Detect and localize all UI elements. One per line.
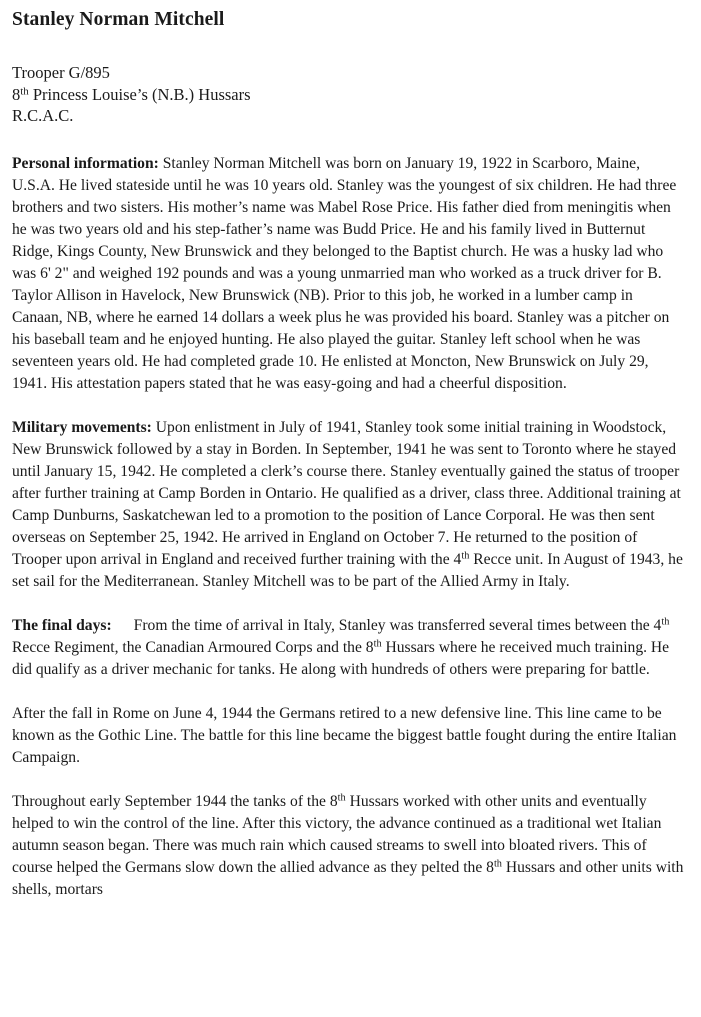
subtitle-corps-text: R.C.A.C.	[12, 106, 74, 125]
ordinal-suffix-icon: th	[337, 792, 346, 804]
subtitle-line-rank	[12, 62, 685, 84]
section-final-days	[12, 615, 685, 681]
ordinal-suffix-icon: th	[661, 616, 670, 628]
title-spacer	[12, 32, 685, 62]
service-details-block	[12, 62, 685, 127]
section-text-final-a: From the time of arrival in Italy, Stanley was transferred several times between the 4	[133, 616, 662, 634]
section-heading-final-days: The final days:	[12, 616, 112, 634]
ordinal-suffix-icon: th	[373, 638, 382, 650]
section-text-final-c: Hussars where he received much training. He did qualify as a driver mechanic for tanks. He along with hundreds of others were preparing for battle.	[12, 638, 670, 678]
paragraph-september-1944	[12, 791, 685, 901]
paragraph-text-gothic-line: After the fall in Rome on June 4, 1944 the Germans retired to a new defensive line. This line came to be known as the Gothic Line. The battle for this line became the biggest battle fought during the entire Italian Campaign.	[12, 704, 677, 766]
page-title: Stanley Norman Mitchell	[12, 9, 225, 30]
section-text-military-b: Recce unit. In August of 1943, he set sail for the Mediterranean. Stanley Mitchell was to be part of the Allied Army in Italy.	[12, 550, 683, 590]
paragraph-text-september-a: Throughout early September 1944 the tanks of the 8	[12, 792, 338, 810]
section-personal-information	[12, 153, 685, 395]
paragraph-text-september-b: Hussars worked with other units and eventually helped to win the control of the line. After this victory, the advance continued as a traditional wet Italian autumn season began. There was much rain which caused streams to swell into bloated rivers.	[12, 792, 662, 854]
subtitle-regiment-name: Princess Louise’s (N.B.) Hussars	[28, 84, 251, 104]
section-text-personal: Stanley Norman Mitchell was born on January 19, 1922 in Scarboro, Maine, U.S.A. He lived stateside until he was 10 years old. Stanley was the youngest of six children. He had three brothers and two sisters. His mother’s name was Mabel Rose Price. His father died from meningitis when he was two years old and his step-father’s name was Budd Price. He and his family lived in Butternut Ridge, Kings County, New Brunswick and they belonged to the Baptist church. He was a husky lad who was 6' 2" and weighed 192 pounds and was a young unmarried man who worked as a truck driver for B. Taylor Allison in Havelock, New Brunswick (NB). Prior to this job, he worked in a lumber camp in Canaan, NB, where he earned 14 dollars a week plus he was provided his board. Stanley was a pitcher on his baseball team and he enjoyed hunting. He also played the guitar. Stanley left school when he was seventeen years old. He had completed grade 10. He enlisted at Moncton, New Brunswick on July 29, 1941. His attestation papers stated that he was easy-going and had a cheerful disposition.	[12, 154, 677, 392]
ordinal-suffix-icon: th	[20, 84, 29, 97]
paragraph-text-september-c: This of course helped the Germans slow down the allied advance as they pelted the 8	[12, 836, 647, 876]
section-military-movements	[12, 417, 685, 593]
section-heading-personal: Personal information:	[12, 154, 159, 172]
ordinal-suffix-icon: th	[493, 858, 502, 870]
section-heading-military: Military movements:	[12, 418, 152, 436]
section-text-final-b: Recce Regiment, the Canadian Armoured Corps and the 8	[12, 638, 374, 656]
ordinal-suffix-icon: th	[461, 550, 470, 562]
subtitle-rank-text: Trooper G/895	[12, 63, 110, 82]
paragraph-gothic-line	[12, 703, 685, 769]
subtitle-regiment-number: 8	[12, 84, 21, 104]
section-text-military-a: Upon enlistment in July of 1941, Stanley took some initial training in Woodstock, New Brunswick followed by a stay in Borden. In September, 1941 he was sent to Toronto where he stayed until January 15, 1942. He completed a clerk’s course there. Stanley eventually gained the status of trooper after further training at Camp Borden in Ontario. He qualified as a driver, class three. Additional training at Camp Dunburns, Saskatchewan led to a promotion to the position of Lance Corporal. He was then sent overseas on September 25, 1942. He arrived in England on October 7. He returned to the position of Trooper upon arrival in England and received further training with the 4	[12, 418, 681, 568]
subtitle-line-regiment	[12, 84, 685, 106]
subtitle-spacer	[12, 127, 685, 153]
paragraph-text-september-d: Hussars and other units with shells, mortars	[12, 858, 684, 898]
subtitle-line-corps	[12, 105, 685, 127]
